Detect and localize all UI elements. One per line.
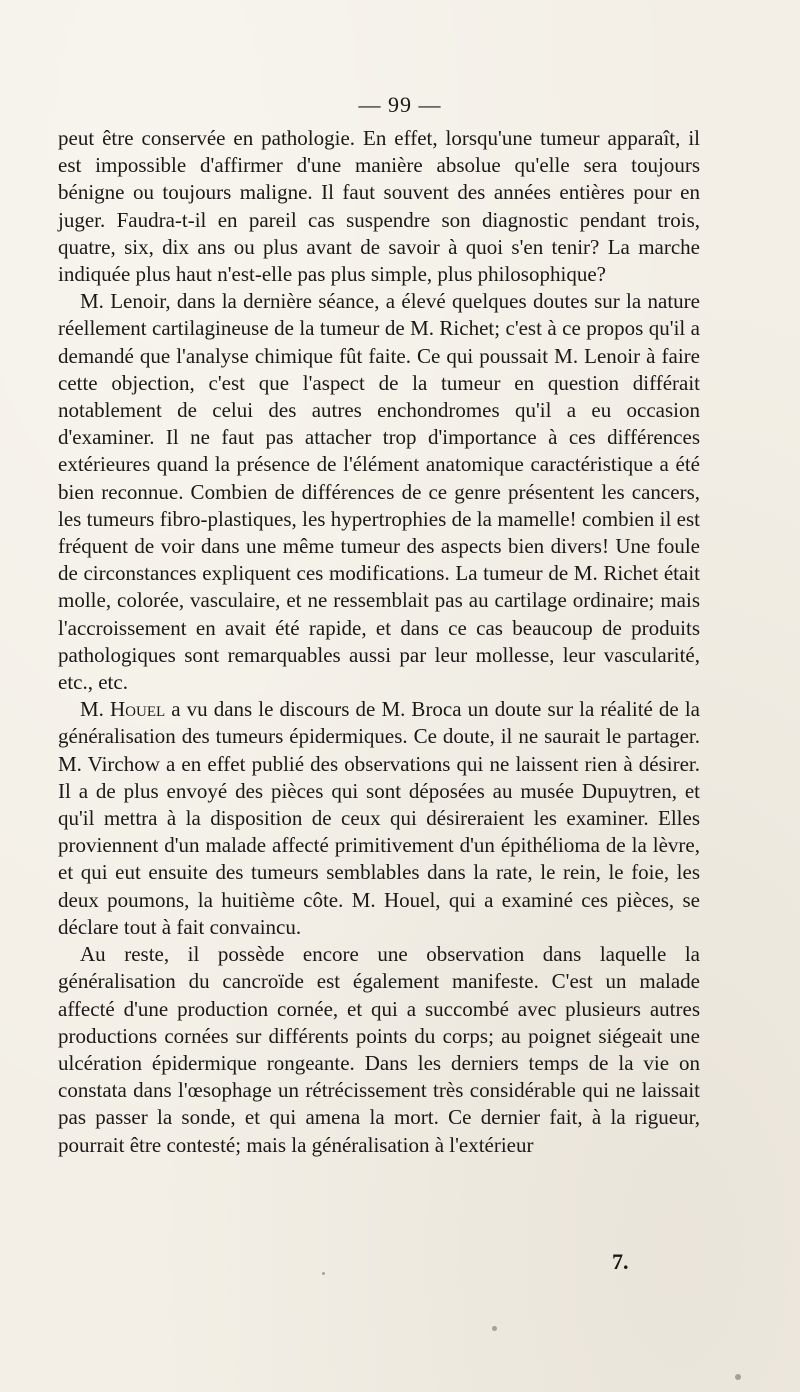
page-number-header: — 99 — bbox=[358, 92, 442, 117]
paper-speck bbox=[492, 1326, 497, 1331]
paragraph-1: peut être conservée en pathologie. En effet, lorsqu'une tumeur apparaît, il est impossible d'affirmer d'une manière absolue qu'elle sera toujours bénigne ou toujours maligne. Il faut souvent des années entières pour en juger. Faudra-t-il en pareil cas suspendre son diagnostic pendant trois, quatre, six, dix ans ou plus avant de savoir à quoi s'en tenir? La marche indiquée plus haut n'est-elle pas plus simple, plus philosophique? bbox=[58, 126, 700, 287]
speaker-name: Houel bbox=[110, 697, 166, 722]
body-text bbox=[58, 125, 700, 1159]
paper-speck bbox=[735, 1374, 741, 1380]
paragraph-3-text: a vu dans le discours de M. Broca un doute sur la réalité de la généralisation des tumeurs épidermiques. Ce doute, il ne saurait le partager. M. Virchow a en effet publié des observations qui ne laissent rien à désirer. Il a de plus envoyé des pièces qui sont déposées au musée Dupuytren, et qu'il mettra à la disposition de ceux qui désireraient les examiner. Elles proviennent d'un malade affecté primitivement d'un épithélioma de la lèvre, et qui eut ensuite des tumeurs semblables dans la rate, le rein, le foie, les deux poumons, la huitième côte. M. Houel, qui a examiné ces pièces, se déclare tout à fait convaincu. bbox=[58, 697, 700, 939]
paragraph-4: Au reste, il possède encore une observation dans laquelle la généralisation du cancroïde est également manifeste. C'est un malade affecté d'une production cornée, et qui a succombé avec plusieurs autres productions cornées sur différents points du corps; au poignet siégeait une ulcération épidermique rongeante. Dans les derniers temps de la vie on constata dans l'œsophage un rétrécissement très considérable qui ne laissait pas passer la sonde, et qui amena la mort. Ce dernier fait, à la rigueur, pourrait être contesté; mais la généralisation à l'extérieur bbox=[58, 942, 700, 1157]
paragraph-3 bbox=[58, 696, 700, 941]
speaker-prefix: M. bbox=[80, 697, 110, 722]
paragraph-2: M. Lenoir, dans la dernière séance, a élevé quelques doutes sur la nature réellement cartilagineuse de la tumeur de M. Richet; c'est à ce propos qu'il a demandé que l'analyse chimique fût faite. Ce qui poussait M. Lenoir à faire cette objection, c'est que l'aspect de la tumeur en question différait notablement de celui des autres enchondromes qu'il a eu occasion d'examiner. Il ne faut pas attacher trop d'importance à ces différences extérieures quand la présence de l'élément anatomique caractéristique a été bien reconnue. Combien de différences de ce genre présentent les cancers, les tumeurs fibro-plastiques, les hypertrophies de la mamelle! combien il est fréquent de voir dans une même tumeur des aspects bien divers! Une foule de circonstances expliquent ces modifications. La tumeur de M. Richet était molle, colorée, vasculaire, et ne ressemblait pas au cartilage ordinaire; mais l'accroissement en avait été rapide, et dans ce cas beaucoup de produits pathologiques sont remarquables aussi par leur mollesse, leur vascularité, etc., etc. bbox=[58, 289, 700, 695]
signature-mark: 7. bbox=[612, 1249, 629, 1274]
paper-speck bbox=[322, 1272, 325, 1275]
